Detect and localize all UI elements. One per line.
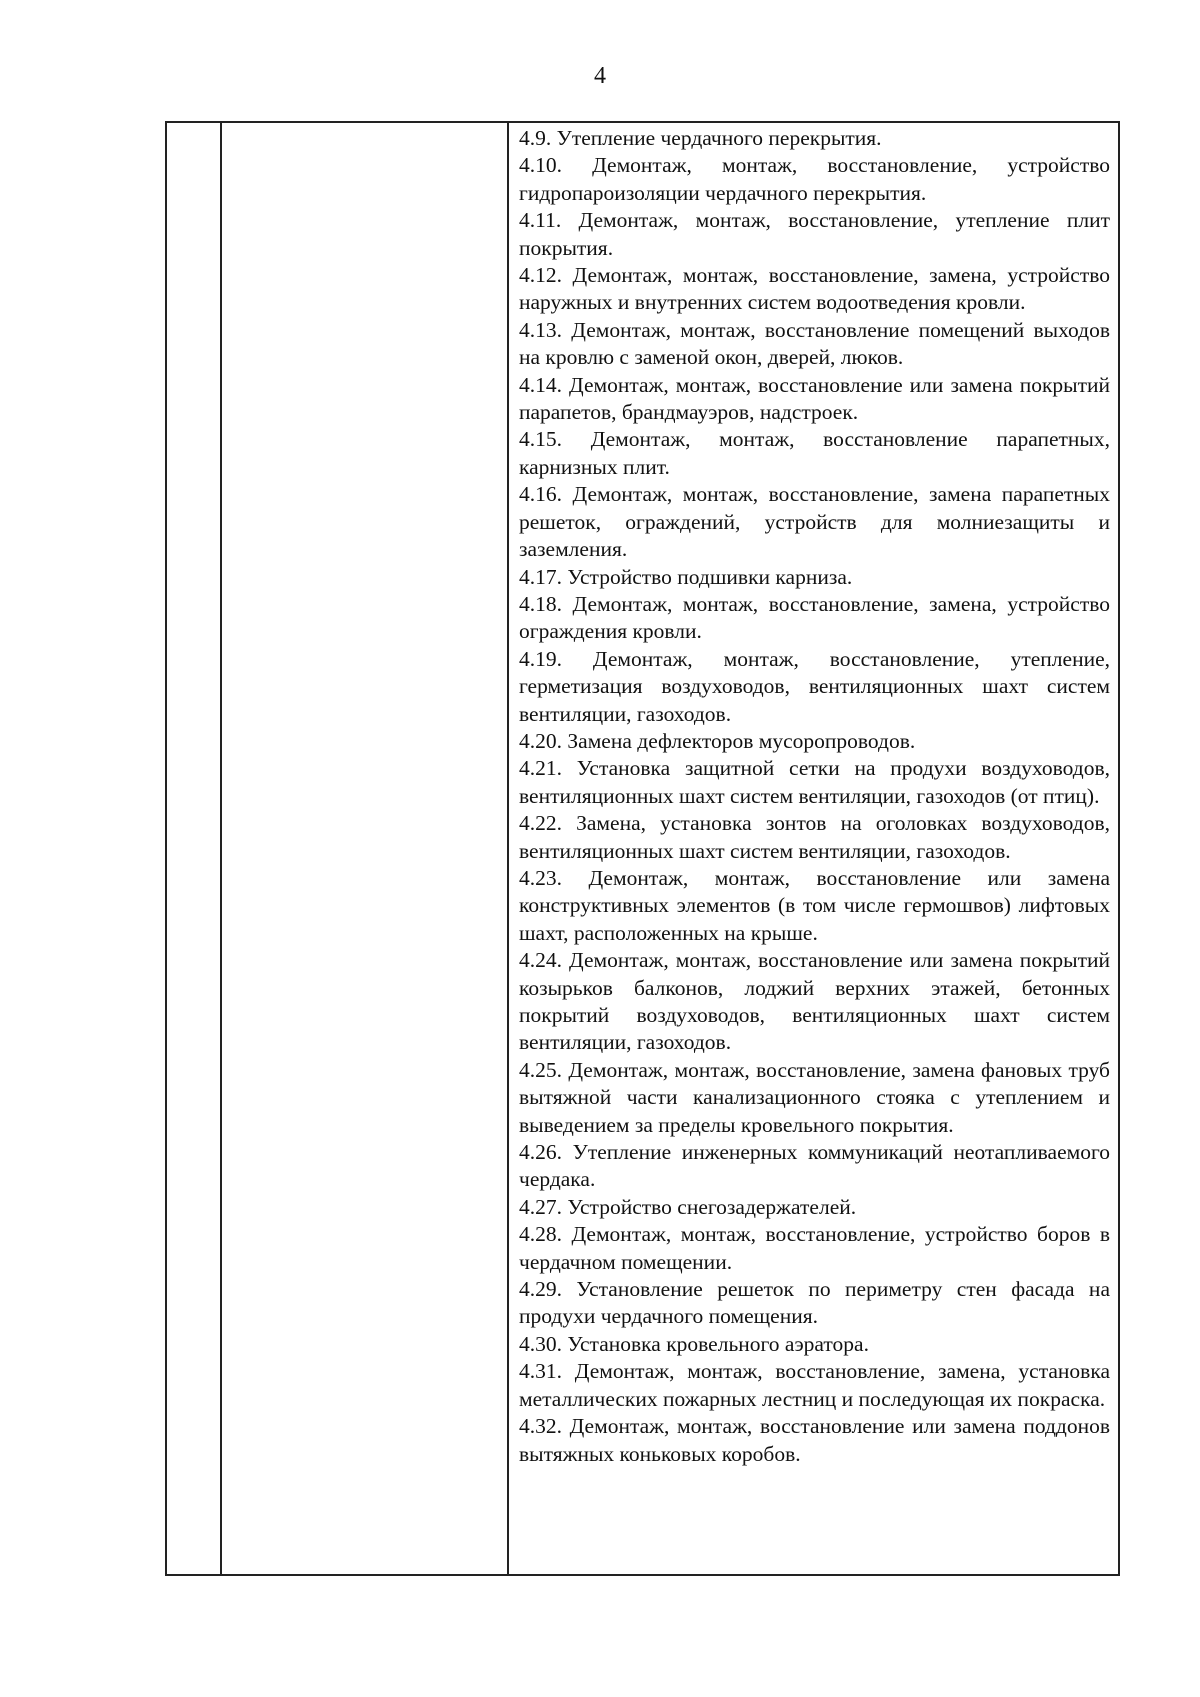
list-item: 4.28. Демонтаж, монтаж, восстановление, устройство боров в чердачном помещении. — [519, 1222, 1110, 1274]
list-item: 4.11. Демонтаж, монтаж, восстановление, утепление плит покрытия. — [519, 208, 1110, 260]
list-item: 4.26. Утепление инженерных коммуникаций неотапливаемого чердака. — [519, 1140, 1110, 1192]
list-item: 4.12. Демонтаж, монтаж, восстановление, замена, устройство наружных и внутренних систем водоотведения кровли. — [519, 263, 1110, 315]
list-item: 4.17. Устройство подшивки карниза. — [519, 564, 853, 589]
list-item: 4.31. Демонтаж, монтаж, восстановление, замена, установка металлических пожарных лестниц и последующая их покраска. — [519, 1359, 1110, 1411]
list-item: 4.25. Демонтаж, монтаж, восстановление, замена фановых труб вытяжной части канализационного стояка с утеплением и выведением за пределы кровельного покрытия. — [519, 1057, 1110, 1137]
list-item: 4.29. Установление решеток по периметру стен фасада на продухи чердачного помещения. — [519, 1277, 1110, 1329]
list-item: 4.30. Установка кровельного аэратора. — [519, 1331, 869, 1356]
list-item: 4.23. Демонтаж, монтаж, восстановление или замена конструктивных элементов (в том числе гермошвов) лифтовых шахт, расположенных на крыше. — [519, 865, 1110, 945]
table-column-number — [167, 123, 222, 1574]
list-item: 4.9. Утепление чердачного перекрытия. — [519, 126, 882, 150]
list-item: 4.18. Демонтаж, монтаж, восстановление, замена, устройство ограждения кровли. — [519, 591, 1110, 644]
list-item: 4.20. Замена дефлекторов мусоропроводов. — [519, 728, 916, 753]
list-item: 4.22. Замена, установка зонтов на оголовках воздуховодов, вентиляционных шахт систем вентиляции, газоходов. — [519, 811, 1110, 863]
list-item: 4.16. Демонтаж, монтаж, восстановление, замена парапетных решеток, ограждений, устройств для молниезащиты и заземления. — [519, 482, 1110, 562]
list-item: 4.21. Установка защитной сетки на продухи воздуховодов, вентиляционных шахт систем вентиляции, газоходов (от птиц). — [519, 756, 1110, 808]
page-number: 4 — [594, 63, 606, 89]
list-item: 4.27. Устройство снегозадержателей. — [519, 1194, 857, 1219]
list-item: 4.32. Демонтаж, монтаж, восстановление или замена поддонов вытяжных коньковых коробов. — [519, 1414, 1110, 1466]
table-column-title — [222, 123, 509, 1574]
list-item: 4.13. Демонтаж, монтаж, восстановление помещений выходов на кровлю с заменой окон, дверей, люков. — [519, 317, 1110, 370]
list-item: 4.19. Демонтаж, монтаж, восстановление, утепление, герметизация воздуховодов, вентиляционных шахт систем вентиляции, газоходов. — [519, 646, 1110, 726]
list-item: 4.15. Демонтаж, монтаж, восстановление парапетных, карнизных плит. — [519, 427, 1110, 479]
list-item: 4.10. Демонтаж, монтаж, восстановление, устройство гидропароизоляции чердачного перекрытия. — [519, 153, 1110, 205]
works-table — [165, 121, 1120, 1576]
table-column-works-list — [509, 123, 1118, 1574]
list-item: 4.24. Демонтаж, монтаж, восстановление или замена покрытий козырьков балконов, лоджий верхних этажей, бетонных покрытий воздуховодов, вентиляционных шахт систем вентиляции, газоходов. — [519, 948, 1110, 1055]
list-item: 4.14. Демонтаж, монтаж, восстановление или замена покрытий парапетов, брандмауэров, надстроек. — [519, 372, 1110, 425]
